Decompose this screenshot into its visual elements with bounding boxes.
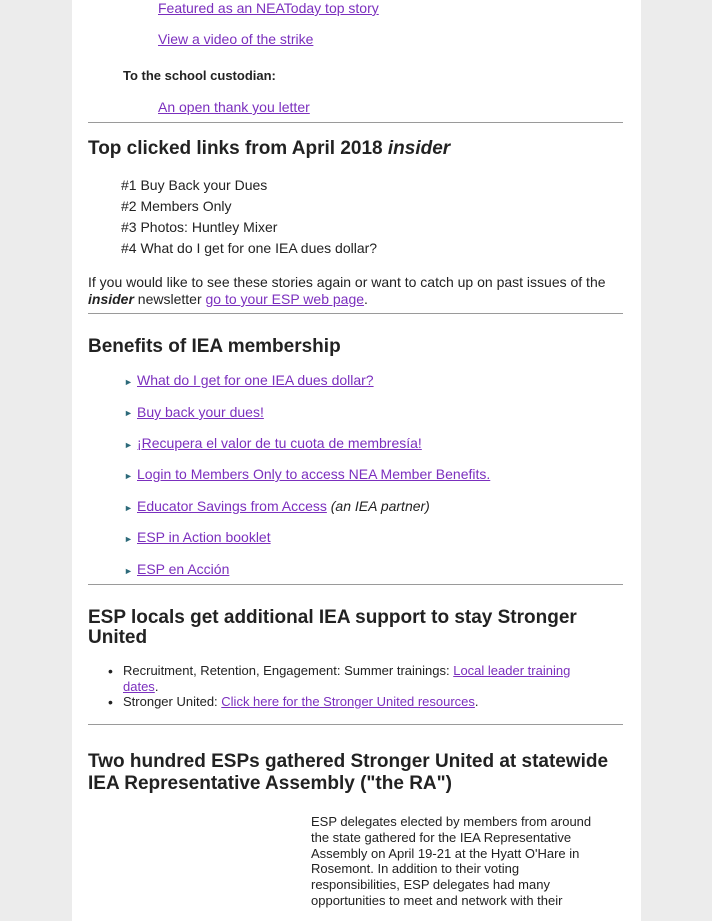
past-issues-paragraph: If you would like to see these stories again or want to catch up on past issues of the insider newsletter go to your ESP web page. bbox=[88, 274, 606, 307]
bullet-dot-icon: • bbox=[108, 694, 113, 710]
training-dates-link[interactable]: dates bbox=[123, 679, 155, 694]
ra-title: Two hundred ESPs gathered Stronger United at statewide IEA Representative Assembly ("the RA") bbox=[88, 751, 609, 794]
divider bbox=[88, 313, 623, 314]
benefit-link-esp-en-accion[interactable]: ESP en Acción bbox=[137, 561, 230, 577]
top-clicked-item: #2 Members Only bbox=[121, 198, 232, 214]
newsletter-page bbox=[72, 0, 641, 921]
locals-title: ESP locals get additional IEA support to stay Stronger United bbox=[88, 607, 577, 648]
divider bbox=[88, 584, 623, 585]
neatoday-story-link[interactable]: Featured as an NEAToday top story bbox=[158, 0, 379, 16]
triangle-bullet-icon: ► bbox=[124, 503, 133, 513]
partner-note: (an IEA partner) bbox=[330, 498, 430, 514]
triangle-bullet-icon: ► bbox=[124, 408, 133, 418]
local-leader-training-link[interactable]: Local leader training bbox=[453, 663, 571, 678]
benefit-link-members-only[interactable]: Login to Members Only to access NEA Member Benefits. bbox=[137, 466, 491, 482]
locals-item-stronger-united: Stronger United: Click here for the Stronger United resources. bbox=[123, 694, 479, 709]
benefit-educator-savings bbox=[137, 498, 430, 515]
ra-paragraph: ESP delegates elected by members from around the state gathered for the IEA Representative Assembly on April 19-21 at the Hyatt O'Hare in Rosemont. In addition to their voting responsibilities, ESP delegates had many opportunities to meet and network with their bbox=[311, 814, 592, 908]
bullet-dot-icon: • bbox=[108, 663, 113, 679]
benefit-link-dues-dollar[interactable]: What do I get for one IEA dues dollar? bbox=[137, 372, 374, 388]
stronger-united-resources-link[interactable]: Click here for the Stronger United resources bbox=[221, 694, 475, 709]
triangle-bullet-icon: ► bbox=[124, 440, 133, 450]
benefits-title: Benefits of IEA membership bbox=[88, 336, 341, 357]
benefit-link-buy-back[interactable]: Buy back your dues! bbox=[137, 404, 264, 420]
thank-you-letter-link[interactable]: An open thank you letter bbox=[158, 99, 310, 115]
triangle-bullet-icon: ► bbox=[124, 471, 133, 481]
triangle-bullet-icon: ► bbox=[124, 566, 133, 576]
benefit-link-esp-in-action[interactable]: ESP in Action booklet bbox=[137, 529, 271, 545]
top-clicked-item: #4 What do I get for one IEA dues dollar? bbox=[121, 240, 378, 256]
custodian-label: To the school custodian: bbox=[123, 68, 276, 83]
locals-item-training: Recruitment, Retention, Engagement: Summer trainings: Local leader training dates. bbox=[123, 663, 571, 694]
top-clicked-title: Top clicked links from April 2018 insider bbox=[88, 138, 451, 159]
top-clicked-item: #1 Buy Back your Dues bbox=[121, 177, 268, 193]
benefit-link-recupera[interactable]: ¡Recupera el valor de tu cuota de membresía! bbox=[137, 435, 422, 451]
top-clicked-item: #3 Photos: Huntley Mixer bbox=[121, 219, 278, 235]
divider bbox=[88, 724, 623, 725]
divider bbox=[88, 122, 623, 123]
triangle-bullet-icon: ► bbox=[124, 377, 133, 387]
triangle-bullet-icon: ► bbox=[124, 534, 133, 544]
esp-web-page-link[interactable]: go to your ESP web page bbox=[205, 291, 365, 307]
benefit-link-educator-savings[interactable]: Educator Savings from Access bbox=[137, 498, 327, 514]
strike-video-link[interactable]: View a video of the strike bbox=[158, 31, 314, 47]
